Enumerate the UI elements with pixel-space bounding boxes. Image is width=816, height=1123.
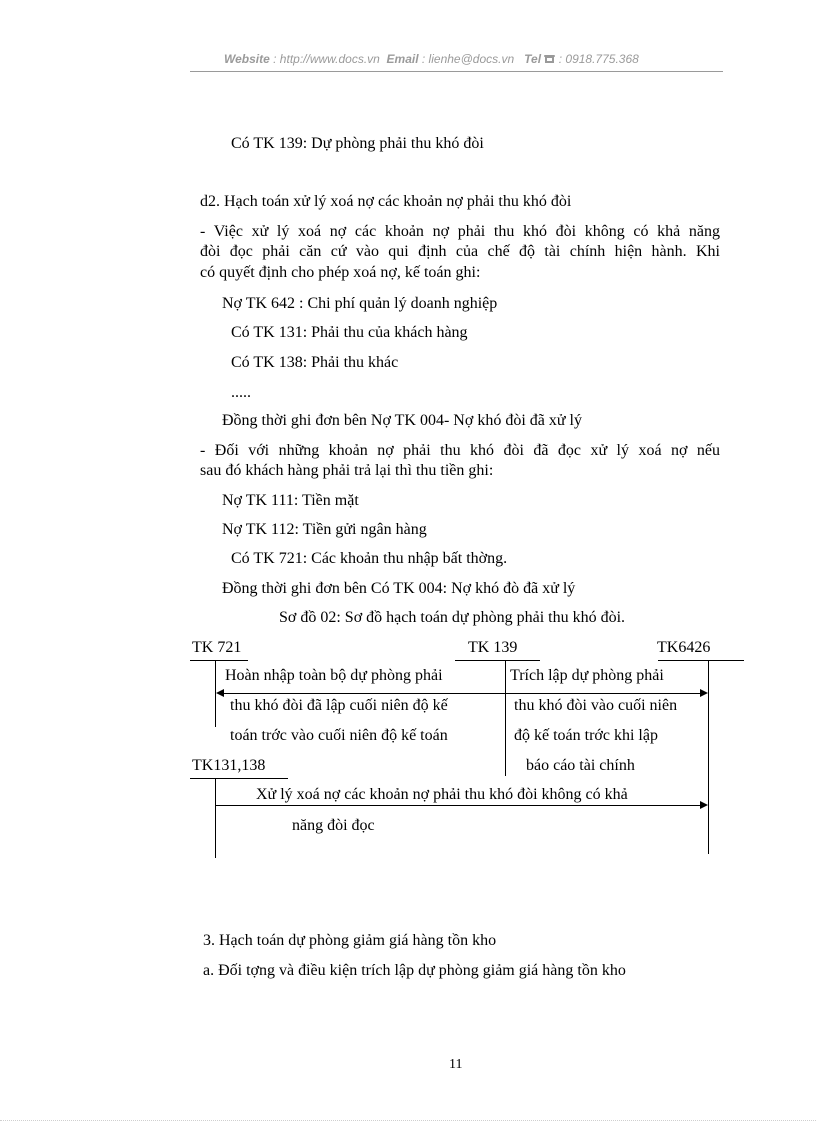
bottom-flow-text-1: Xử lý xoá nợ các khoản nợ phải thu khó đòi không có khả xyxy=(256,786,628,803)
entry-dots: ..... xyxy=(231,384,251,401)
arrow-139-to-6426 xyxy=(505,693,700,694)
para1-line3: có quyết định cho phép xoá nợ, kế toán ghi: xyxy=(200,264,481,281)
para1-line2: đòi đọc phải căn cứ vào qui định của chế độ tài chính hiện hành. Khi xyxy=(200,243,720,260)
left-flow-text-3: toán trớc vào cuối niên độ kế toán xyxy=(230,727,448,744)
arrow-head-left xyxy=(216,689,224,697)
para2-line2: sau đó khách hàng phải trả lại thì thu tiền ghi: xyxy=(200,462,494,479)
line-co139: Có TK 139: Dự phòng phải thu khó đòi xyxy=(231,135,484,152)
dongthoi-2: Đồng thời ghi đơn bên Có TK 004: Nợ khó đò đã xử lý xyxy=(222,580,576,597)
t-account-139-stem xyxy=(505,661,506,776)
email-label: Email xyxy=(386,52,419,66)
entry-no112: Nợ TK 112: Tiền gửi ngân hàng xyxy=(222,521,427,538)
right-flow-text-1: Trích lập dự phòng phải xyxy=(510,667,664,684)
t-account-131-138-top xyxy=(190,778,288,779)
arrow-head-right xyxy=(700,689,708,697)
t-account-721-top xyxy=(190,660,248,661)
arrow-131-to-6426 xyxy=(216,805,700,806)
t-account-131-138-stem xyxy=(215,779,216,858)
entry-no642: Nợ TK 642 : Chi phí quản lý doanh nghiệp xyxy=(222,295,498,312)
arrow-head-right-2 xyxy=(700,801,708,809)
section3a-heading: a. Đối tợng và điều kiện trích lập dự phòng giảm giá hàng tồn kho xyxy=(203,962,626,979)
acct-721-label: TK 721 xyxy=(192,639,242,656)
page-header xyxy=(224,52,639,66)
website-value[interactable]: : http://www.docs.vn xyxy=(273,52,380,66)
bottom-flow-text-2: năng đòi đọc xyxy=(292,817,375,834)
right-flow-text-4: báo cáo tài chính xyxy=(526,757,635,774)
left-flow-text-2: thu khó đòi đã lập cuối niên độ kế xyxy=(230,697,448,714)
entry-co131: Có TK 131: Phải thu của khách hàng xyxy=(231,324,468,341)
tel-label: Tel xyxy=(524,52,542,66)
arrow-139-to-721 xyxy=(223,693,505,694)
header-rule xyxy=(190,71,723,72)
para1-line1: - Việc xử lý xoá nợ các khoản nợ phải thu khó đòi không có khả năng xyxy=(200,223,720,240)
entry-no111: Nợ TK 111: Tiền mặt xyxy=(222,492,359,509)
email-value[interactable]: : lienhe@docs.vn xyxy=(421,52,515,66)
left-flow-text-1: Hoàn nhập toàn bộ dự phòng phải xyxy=(225,667,443,684)
right-flow-text-2: thu khó đòi vào cuối niên xyxy=(514,697,678,714)
entry-co138: Có TK 138: Phải thu khác xyxy=(231,354,399,371)
diagram-title: Sơ đồ 02: Sơ đồ hạch toán dự phòng phải thu khó đòi. xyxy=(279,609,626,626)
acct-139-label: TK 139 xyxy=(468,639,518,656)
page-number: 11 xyxy=(449,1057,463,1072)
page-bottom-edge xyxy=(0,1120,816,1121)
dongthoi-1: Đồng thời ghi đơn bên Nợ TK 004- Nợ khó đòi đã xử lý xyxy=(222,412,582,429)
t-account-6426-top xyxy=(658,660,744,661)
tel-value: : 0918.775.368 xyxy=(558,52,639,66)
right-flow-text-3: độ kế toán trớc khi lập xyxy=(514,727,658,744)
acct-131-138-label: TK131,138 xyxy=(192,757,266,774)
para2-line1: - Đối với những khoản nợ phải thu khó đòi đã đọc xử lý xoá nợ nếu xyxy=(200,442,720,459)
d2-heading: d2. Hạch toán xử lý xoá nợ các khoản nợ phải thu khó đòi xyxy=(200,193,572,210)
phone-icon xyxy=(544,52,558,66)
website-label: Website xyxy=(224,52,270,66)
section3-heading: 3. Hạch toán dự phòng giảm giá hàng tồn kho xyxy=(203,932,497,949)
t-account-6426-stem xyxy=(708,661,709,854)
acct-6426-label: TK6426 xyxy=(657,639,711,656)
t-account-139-top xyxy=(455,660,540,661)
entry-co721: Có TK 721: Các khoản thu nhập bất thờng. xyxy=(231,550,508,567)
